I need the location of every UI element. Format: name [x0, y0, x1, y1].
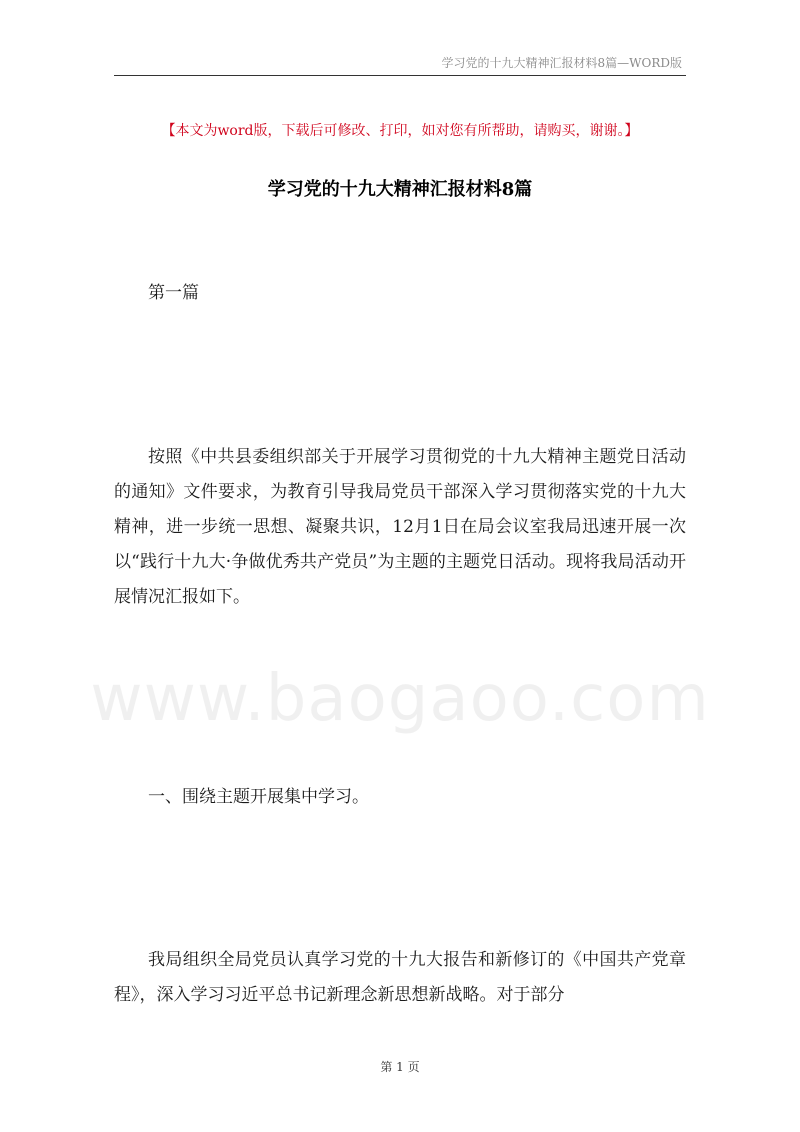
document-title: 学习党的十九大精神汇报材料8篇	[267, 179, 533, 200]
paragraph-body: 我局组织全局党员认真学习党的十九大报告和新修订的《中国共产党章程》，深入学习习近平总书记新理念新思想新战略。对于部分	[114, 950, 686, 1005]
paragraph-section-label: 第一篇	[148, 283, 199, 303]
paragraph-intro: 按照《中共县委组织部关于开展学习贯彻党的十九大精神主题党日活动的通知》文件要求，为教育引导我局党员干部深入学习贯彻落实党的十九大精神，进一步统一思想、凝聚共识，12月1日在局会议室我局迅速开展一次以“践行十九大·争做优秀共产党员”为主题的主题党日活动。现将我局活动开展情况汇报如下。	[114, 447, 686, 607]
download-notice: 【本文为word版，下载后可修改、打印，如对您有所帮助，请购买，谢谢。】	[161, 123, 639, 139]
watermark: www.baogaoo.com	[90, 662, 710, 736]
page-header-text: 学习党的十九大精神汇报材料8篇—WORD版	[441, 56, 682, 70]
header-divider	[114, 75, 686, 76]
page-number: 第 1 页	[380, 1060, 420, 1074]
paragraph-heading-one: 一、围绕主题开展集中学习。	[148, 787, 369, 807]
